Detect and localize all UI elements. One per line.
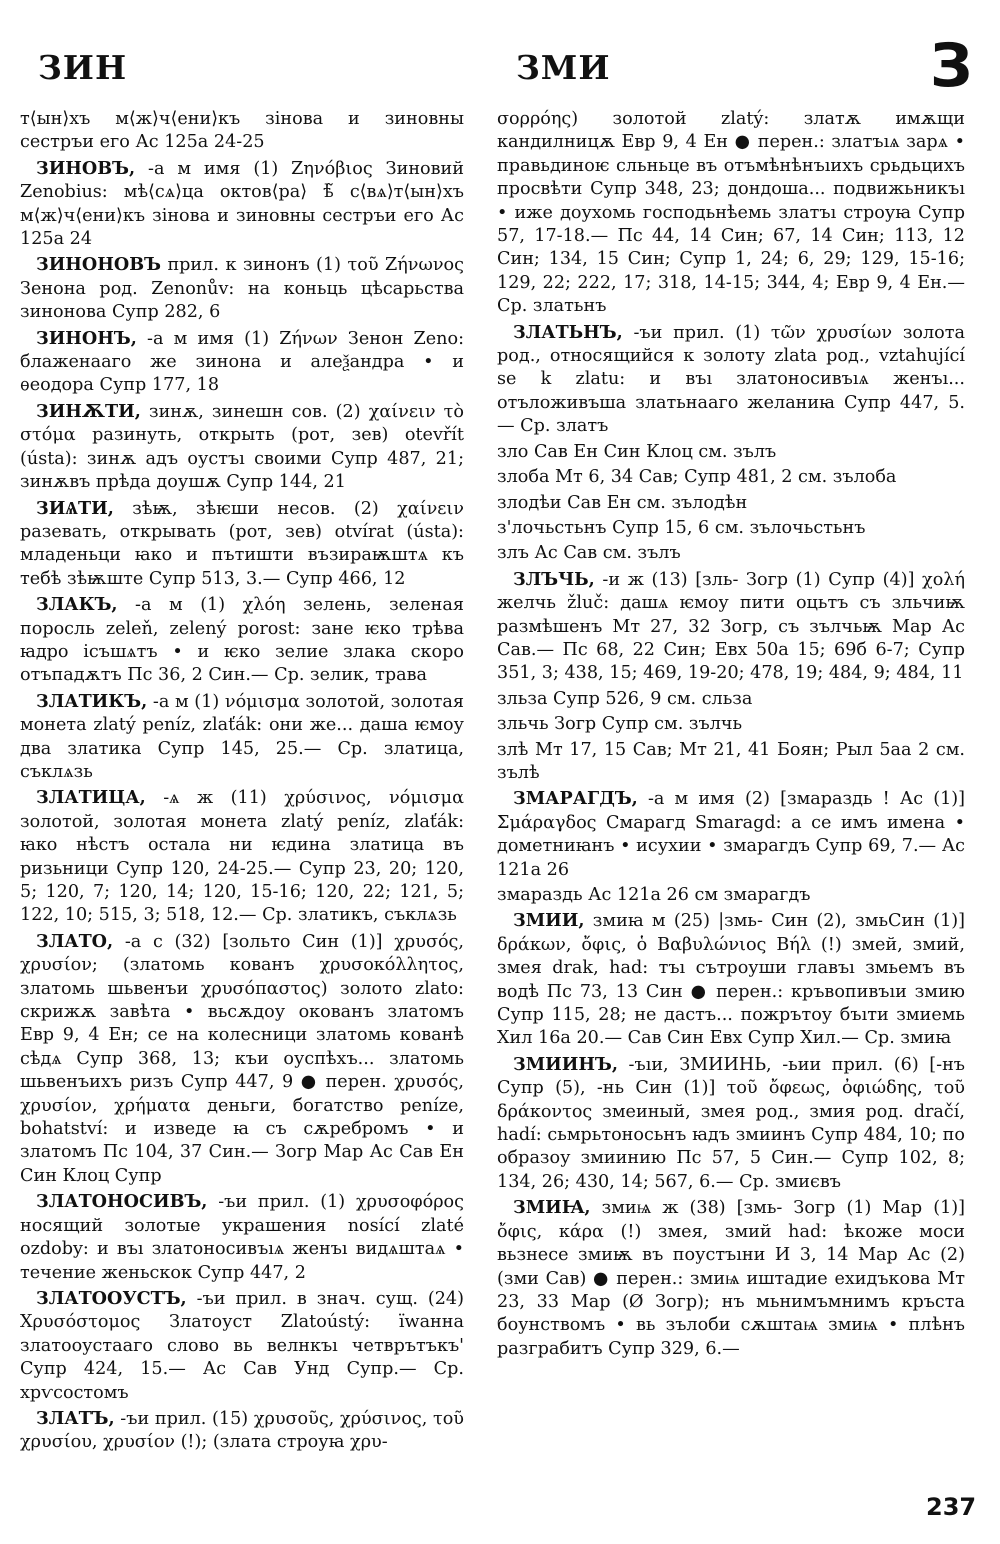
dictionary-entry <box>497 688 965 711</box>
entry-text: зльчь Зогр Супр см. зълчь <box>497 714 743 735</box>
dictionary-entry <box>20 930 464 1188</box>
entry-headword: ЗЛАТООУСТЪ, <box>36 1287 187 1309</box>
entry-text: -ъи прил. в знач. сущ. (24) Χρυσόστομος Златоуст Zlatoústý: їwанна златооустааго слово вь велнкъı четврътъкъ' Супр 424, 15.— Ас Сав Унд Супр.— Ср. хрѵсостомъ <box>20 1288 464 1403</box>
entry-text: зло Сав Ен Син Клоц см. зълъ <box>497 441 777 462</box>
dictionary-entry <box>497 884 965 907</box>
entry-text: -а с (32) [зольто Син (1)] χρυσός, χρυσίον; (златомь кованъ χρυσοκόλλητος, златомь шьвенъи χρυσόπαστος) золото zlato: скрижѫ завѣта • вьсѫдоу окованъ златомъ Евр 9, 4 Ен; се на колесници златомь кованѣ сѣдѧ Супр 368, 13; къи оуспѣхъ... златомь шьвенъихъ ризъ Супр 447, 9 ● перен. χρυσός, χρυσίον, χρήματα деньги, богатство peníze, bohatství: и изведе ꙗ съ сѫребромъ • и златомъ Пс 104, 37 Син.— Зогр Мар Ас Сав Ен Син Клоц Супр <box>20 931 464 1186</box>
entry-text: -ъи прил. (15) χρυσοῦς, χρύσινος, τοῦ χρυσίου, χρυσίον (!); (злата строуꙗ χρυ- <box>20 1408 464 1453</box>
dictionary-entry <box>497 321 965 439</box>
entry-text: -а м имя (2) [змараздь ! Ас (1)] Σμάραγδος Смарагд Smaragd: а се имъ имена • дометниꙗнъ • исухии • змарагдъ Супр 69, 7.— Ас 121а 26 <box>497 789 965 880</box>
dictionary-entry <box>497 517 965 540</box>
running-head-right: ЗМИ <box>516 48 611 87</box>
entry-text: т⟨ын⟩хъ м⟨ж⟩ч⟨ени⟩къ зінова и зиновны сестръи его Ас 125а 24-25 <box>20 109 464 153</box>
dictionary-entry <box>20 1190 464 1285</box>
dictionary-entry <box>497 542 965 565</box>
right-column <box>497 108 965 1363</box>
entry-text: -ъи прил. (1) τῶν χρυσίων золота род., относящийся к золоту zlata род., vztahující se k zlatu: и въı златоносивъıѧ женъı... отъложивъша златьнааго желаниꙗ Супр 447, 5.— Ср. златъ <box>497 322 965 437</box>
dictionary-entry <box>20 400 464 495</box>
dictionary-entry <box>497 713 965 736</box>
dictionary-entry <box>497 787 965 882</box>
dictionary-entry <box>497 739 965 786</box>
entry-text: -а м имя (1) Ζηνόβιος Зиновий Zenobius: мѣ⟨сѧ⟩ца октов⟨ра⟩ ѣ̃ с⟨вѧ⟩т⟨ын⟩хъ м⟨ж⟩ч⟨ени⟩къ зінова и зиновны сестръи его Ас 125а 24 <box>20 158 464 250</box>
dictionary-entry <box>20 327 464 398</box>
entry-text: зинѫ, зинешн сов. (2) χαίνειν τὸ στόμα разинуть, открыть (рот, зев) otevřít (ústa): зинѫ адъ оустъı своими Супр 487, 21; зинѫвъ прѣда доушѫ Супр 144, 21 <box>20 401 464 493</box>
entry-headword: ЗЛАТЬНЪ, <box>513 321 623 343</box>
entry-headword: ЗЛАТИЦА, <box>36 787 146 809</box>
entry-text: зльза Супр 526, 9 см. сльза <box>497 688 753 709</box>
dictionary-entry <box>497 1053 965 1194</box>
entry-headword: ЗМИИНЪ, <box>513 1053 618 1075</box>
entry-headword: ЗИНОВЪ, <box>36 157 136 179</box>
entry-text: -а м (1) χλόη зелень, зеленая поросль zeleň, zelený porost: зане ѥко трѣва ꙗдро ісъшѧтъ • и ѥко зелие злака скоро отъпадѫтъ Пс 36, 2 Син.— Ср. зелик, трава <box>20 595 464 686</box>
page-number: 237 <box>926 1493 977 1521</box>
entry-headword: ЗЛАТИКЪ, <box>36 690 148 712</box>
dictionary-entry <box>497 492 965 515</box>
entry-text: злъ Ас Сав см. зълъ <box>497 543 681 564</box>
entry-headword: ЗЛАТОНОСИВЪ, <box>36 1191 208 1213</box>
entry-text: злоба Мт 6, 34 Сав; Супр 481, 2 см. зълоба <box>497 467 897 488</box>
entry-headword: ЗМИИ, <box>513 910 585 932</box>
entry-headword: ЗИНОНОВЪ <box>36 254 161 276</box>
entry-headword: ЗМИꙖ, <box>513 1197 591 1219</box>
entry-headword: ЗИНѪТИ, <box>36 400 141 422</box>
dictionary-entry <box>20 108 464 155</box>
entry-text: -ъи прил. (1) χρυσοφόρος носящий золотые украшения nosící zlaté ozdoby: и въı златоносивъıѧ женъı видѧштаѧ • течение жeньскoк Супр 447, 2 <box>20 1192 464 1283</box>
entry-text: -а м (1) νόμισμα золотой, золотая монета zlatý peníz, zlaťák: они же... даша ѥмоу два златика Супр 145, 25.— Ср. златица, съклѧзь <box>20 691 464 782</box>
entry-text: злодѣи Сав Ен см. зълодѣн <box>497 492 748 513</box>
dictionary-entry <box>20 157 464 252</box>
dictionary-entry <box>497 1196 965 1361</box>
entry-headword: ЗИѦТИ, <box>36 497 114 519</box>
dictionary-entry <box>20 497 464 592</box>
entry-headword: ЗЛАТЪ, <box>36 1407 115 1429</box>
entry-text: змиꙗ м (25) |змь- Син (2), змьСин (1)] δράκων, ὄφις, ὁ Βαβυλώνιος Βήλ (!) змей, змий, змея drak, had: тъı сътроуши главъı змьемъ въ водѣ Пс 73, 13 Син ● перен.: кръвопивъıи змию Супр 115, 28; не дастъ... пожрътоу бъıти змиемь Хил 16а 20.— Сав Син Евх Супр Хил.— Ср. змиꙗ <box>497 911 965 1049</box>
dictionary-entry <box>497 568 965 686</box>
entry-headword: ЗМАРАГДЪ, <box>513 788 638 810</box>
entry-text: -а м имя (1) Ζήνων Зенон Zeno: блаженааго же зинона и алеѯандра • и ѳеодора Супр 177, 18 <box>20 328 464 396</box>
entry-text: -ъıи, ЗМИИНЬ, -ьии прил. (6) [-нъ Супр (5), -нь Син (1)] τοῦ ὄφεως, ὀφιώδης, τοῦ δράκοντος змеиный, змея род., змия род. dračí, hadí: сьмрьтоносьнъ ꙗдъ змиинъ Супр 484, 10; по образоу змиинию Пс 57, 5 Син.— Супр 102, 8; 134, 26; 430, 14; 567, 6.— Ср. змиєвъ <box>497 1054 965 1192</box>
entry-text: злѣ Мт 17, 15 Сав; Мт 21, 41 Боян; Рыл 5аа 2 см. зълѣ <box>497 739 965 783</box>
entry-text: змиѩ ж (38) [змь- Зогр (1) Мар (1)] ὄφις, κάρα (!) змея, змий had: ѣкоже моси вьзнесе змиѭ въ поустъıни И 3, 14 Мар Ас (2) (зми Сав) ● перен.: змиѩ иштадие ехидъкова Мт 23, 33 Мар (Ø Зогр); нъ мьнимъмнимъ кръста боунствомъ • вь зълоби сѫштаѩ змиѩ • плѣнъ разграбитъ Супр 329, 6.— <box>497 1198 965 1359</box>
entry-text: -ѧ ж (11) χρύσινος, νόμισμα золотой, золотая монета zlatý peníz, zlaťák: ꙗко нѣстъ остала ни ѥдина златица въ ризьници Супр 120, 24-25.— Супр 23, 20; 120, 5; 120, 7; 120, 14; 120, 15-16; 120, 22; 121, 5; 122, 10; 515, 3; 518, 12.— Ср. златикъ, съклѧзь <box>20 788 464 926</box>
entry-text: з'лочьстьнъ Супр 15, 6 см. зълочьстьнъ <box>497 517 866 538</box>
dictionary-entry <box>20 253 464 324</box>
dictionary-entry <box>20 593 464 688</box>
entry-text: прил. к зинонъ (1) τοῦ Ζήνωνος Зенона род. Zenonův: на коньць цѣсарьства зинонова Супр 282, 6 <box>20 255 464 323</box>
dictionary-entry <box>497 108 965 319</box>
dictionary-entry <box>20 786 464 927</box>
dictionary-entry <box>20 690 464 785</box>
dictionary-entry <box>497 909 965 1050</box>
entry-text: зѣѭ, зѣѥши несов. (2) χαίνειν разевать, открывать (рот, зев) otvírat (ústa): младеньци ꙗко и пътишти възираѭштѧ къ тебѣ зѣѭште Супр 513, 3.— Супр 466, 12 <box>20 498 464 589</box>
running-head-left: ЗИН <box>38 48 128 87</box>
entry-headword: ЗЛАТО, <box>36 930 114 952</box>
section-letter: З <box>930 31 973 101</box>
entry-headword: ЗИНОНЪ, <box>36 327 137 349</box>
entry-headword: ЗЛАКЪ, <box>36 594 118 616</box>
left-column <box>20 108 464 1457</box>
dictionary-entry <box>497 441 965 464</box>
dictionary-entry <box>20 1407 464 1455</box>
entry-text: σορρόης) золотой zlatý: златѫ имѫщи кандилницѫ Евр 9, 4 Ен ● перен.: златъıѧ зарѧ • правьдиноѥ сльньце въ отъмѣнѣнъıихъ срьдьцихъ просвѣти Супр 348, 23; дондоша... подвижьникъı • иже доухомь господьнѣемь златъı строуꙗ Супр 57, 17-18.— Пс 44, 14 Син; 67, 14 Син; 113, 12 Син; 134, 15 Син; Супр 1, 24; 6, 29; 129, 15-16; 129, 22; 222, 17; 318, 14-15; 344, 4; Евр 9, 4 Ен.— Ср. златьнъ <box>497 109 965 317</box>
entry-text: змараздь Ас 121а 26 см змарагдъ <box>497 885 811 905</box>
entry-text: -и ж (13) [зль- Зогр (1) Супр (4)] χολή желчь žluč: дашѧ ѥмоу пити оцьтъ съ зльчиѭ размѣшенъ Мт 27, 32 Зогр, съ зълчьѭ Мар Ас Сав.— Пс 68, 22 Син; Евх 50а 15; 69б 6-7; Супр 351, 3; 438, 15; 469, 19-20; 478, 19; 484, 9; 484, 11 <box>497 569 965 684</box>
dictionary-entry <box>497 466 965 489</box>
entry-headword: ЗЛЪЧЬ, <box>513 568 595 590</box>
dictionary-entry <box>20 1287 464 1405</box>
